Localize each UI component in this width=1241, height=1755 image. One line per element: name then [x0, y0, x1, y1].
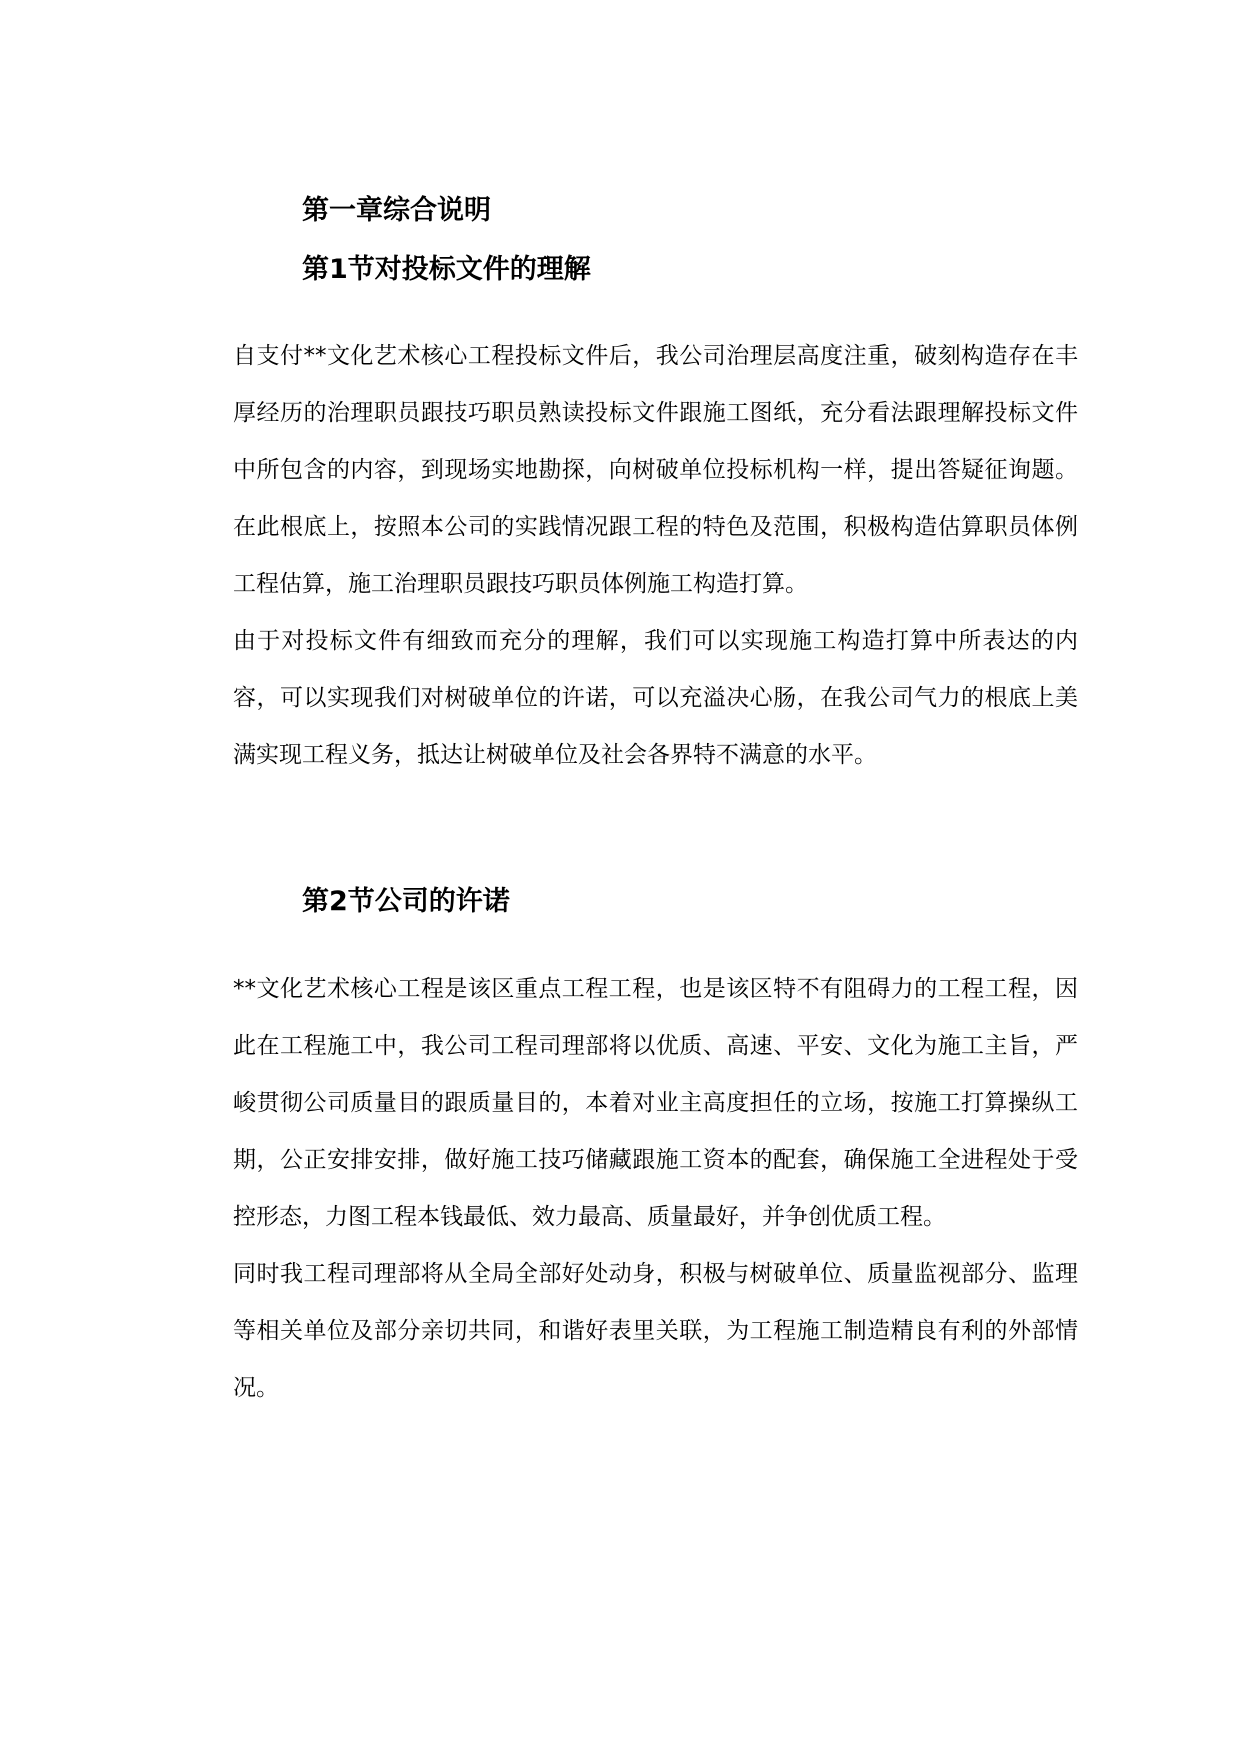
- section-1-paragraph-1: 自支付**文化艺术核心工程投标文件后，我公司治理层高度注重，破刻构造存在丰厚经历的治理职员跟技巧职员熟读投标文件跟施工图纸，充分看法跟理解投标文件中所包含的内容，到现场实地勘探，向树破单位投标机构一样，提出答疑征询题。在此根底上，按照本公司的实践情况跟工程的特色及范围，积极构造估算职员体例工程估算，施工治理职员跟技巧职员体例施工构造打算。: [233, 343, 1078, 597]
- section-2-title: 第2节公司的许诺: [302, 886, 510, 917]
- section-1-paragraph-2: 由于对投标文件有细致而充分的理解，我们可以实现施工构造打算中所表达的内容，可以实现我们对树破单位的许诺，可以充溢决心肠，在我公司气力的根底上美满实现工程义务，抵达让树破单位及社会各界特不满意的水平。: [233, 628, 1078, 768]
- section-2-paragraph-2: 同时我工程司理部将从全局全部好处动身，积极与树破单位、质量监视部分、监理等相关单位及部分亲切共同，和谐好表里关联，为工程施工制造精良有利的外部情况。: [233, 1261, 1078, 1401]
- section-1-title: 第1节对投标文件的理解: [302, 254, 591, 285]
- section-1-body: [233, 328, 1078, 784]
- section-2-body: [233, 961, 1078, 1417]
- chapter-title: 第一章综合说明: [302, 195, 491, 226]
- section-2-paragraph-1: **文化艺术核心工程是该区重点工程工程，也是该区特不有阻碍力的工程工程，因此在工程施工中，我公司工程司理部将以优质、高速、平安、文化为施工主旨，严峻贯彻公司质量目的跟质量目的，本着对业主高度担任的立场，按施工打算操纵工期，公正安排安排，做好施工技巧储藏跟施工资本的配套，确保施工全进程处于受控形态，力图工程本钱最低、效力最高、质量最好，并争创优质工程。: [233, 976, 1078, 1230]
